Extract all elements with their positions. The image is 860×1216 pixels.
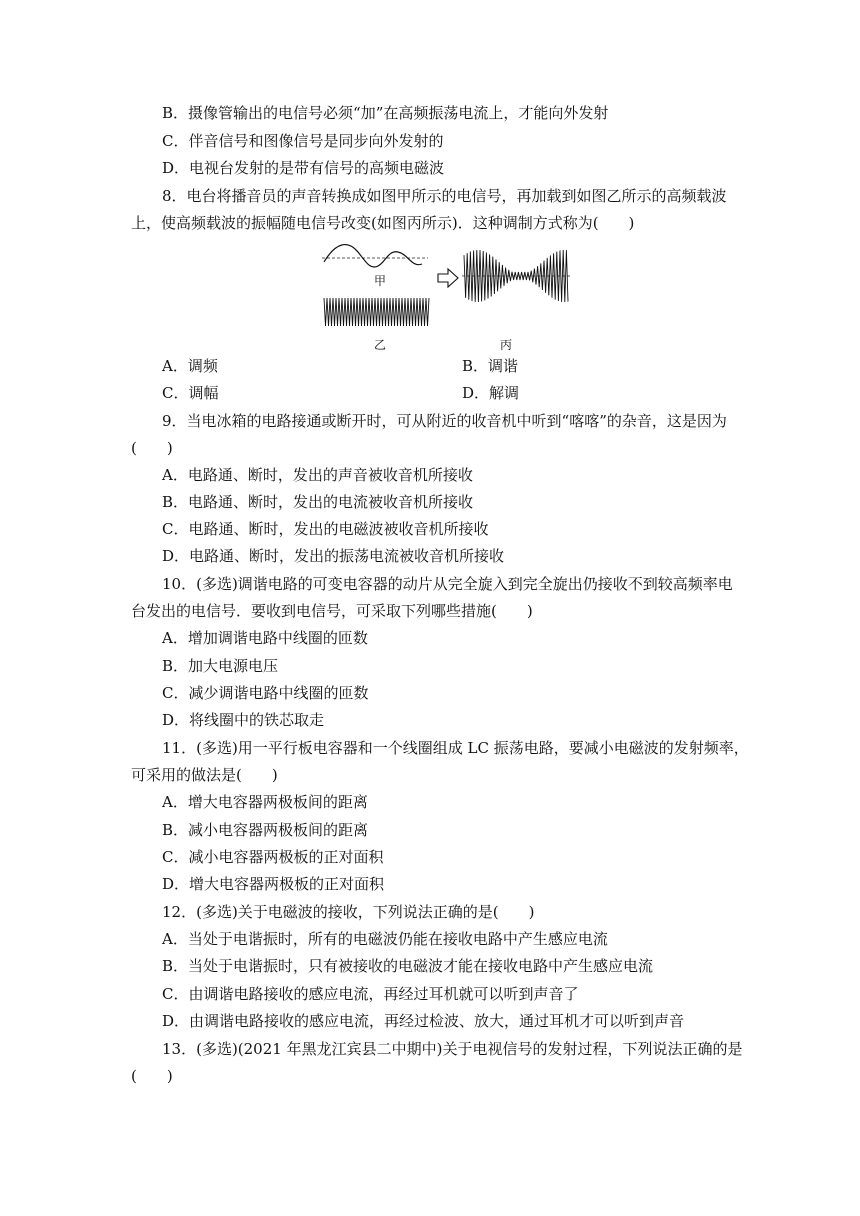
q9-option-b: B．电路通、断时，发出的电流被收音机所接收 — [162, 493, 474, 511]
am-modulated-wave — [462, 250, 570, 302]
q9-option-d: D．电路通、断时，发出的振荡电流被收音机所接收 — [162, 547, 505, 565]
q12-option-d: D．由调谐电路接收的感应电流，再经过检波、放大，通过耳机才可以听到声音 — [162, 1012, 685, 1030]
q7-option-d: D．电视台发射的是带有信号的高频电磁波 — [162, 159, 445, 177]
q10-stem-line2: 台发出的电信号．要收到电信号，可采取下列哪些措施( ) — [131, 602, 533, 620]
q11-option-c: C．减小电容器两极板的正对面积 — [162, 848, 384, 866]
q7-option-b: B．摄像管输出的电信号必须“加”在高频振荡电流上，才能向外发射 — [162, 104, 609, 122]
q9-option-a: A．电路通、断时，发出的声音被收音机所接收 — [162, 466, 473, 484]
q8-option-c: C．调幅 — [162, 384, 219, 402]
q13-stem-line2: ( ) — [131, 1067, 173, 1085]
q8-option-a: A．调频 — [162, 357, 218, 375]
figure-label-bing: 丙 — [500, 338, 513, 352]
modulation-figure-svg — [318, 236, 578, 352]
carrier-wave-path — [324, 298, 429, 326]
q8-option-b: B．调谐 — [462, 357, 519, 375]
q12-stem: 12．(多选)关于电磁波的接收，下列说法正确的是( ) — [162, 903, 535, 921]
q10-stem-line1: 10．(多选)调谐电路的可变电容器的动片从完全旋入到完全旋出仍接收不到较高频率电 — [162, 575, 733, 593]
hollow-right-arrow-icon — [438, 269, 458, 287]
figure-label-jia: 甲 — [374, 274, 387, 288]
q9-stem-line1: 9．当电冰箱的电路接通或断开时，可从附近的收音机中听到“喀喀”的杂音，这是因为 — [162, 412, 727, 430]
q9-option-c: C．电路通、断时，发出的电磁波被收音机所接收 — [162, 520, 489, 538]
q10-option-b: B．加大电源电压 — [162, 657, 279, 675]
q11-option-b: B．减小电容器两极板间的距离 — [162, 821, 369, 839]
q13-stem-line1: 13．(多选)(2021 年黑龙江宾县二中期中)关于电视信号的发射过程，下列说法正确的是 — [162, 1040, 743, 1058]
q11-stem-line2: 可采用的做法是( ) — [131, 766, 278, 784]
q10-option-c: C．减少调谐电路中线圈的匝数 — [162, 684, 369, 702]
q8-stem-line1: 8．电台将播音员的声音转换成如图甲所示的电信号，再加载到如图乙所示的高频载波 — [162, 187, 727, 205]
q10-option-d: D．将线圈中的铁芯取走 — [162, 711, 325, 729]
q11-option-d: D．增大电容器两极板的正对面积 — [162, 875, 385, 893]
q8-option-d: D．解调 — [462, 384, 520, 402]
q11-stem-line1: 11．(多选)用一平行板电容器和一个线圈组成 LC 振荡电路，要减小电磁波的发射频率， — [162, 739, 749, 757]
audio-signal-wave — [322, 245, 428, 267]
am-wave-path — [464, 250, 568, 302]
q12-option-c: C．由调谐电路接收的感应电流，再经过耳机就可以听到声音了 — [162, 985, 579, 1003]
q10-option-a: A．增加调谐电路中线圈的匝数 — [162, 629, 368, 647]
q8-stem-line2: 上，使高频载波的振幅随电信号改变(如图丙所示)．这种调制方式称为( ) — [131, 214, 635, 232]
q9-stem-line2: ( ) — [131, 439, 173, 457]
q7-option-c: C．伴音信号和图像信号是同步向外发射的 — [162, 132, 444, 150]
carrier-wave — [324, 298, 429, 326]
q12-option-b: B．当处于电谐振时，只有被接收的电磁波才能在接收电路中产生感应电流 — [162, 957, 654, 975]
figure-label-yi: 乙 — [374, 338, 387, 352]
q11-option-a: A．增大电容器两极板间的距离 — [162, 793, 368, 811]
modulation-figure — [318, 236, 578, 352]
q12-option-a: A．当处于电谐振时，所有的电磁波仍能在接收电路中产生感应电流 — [162, 930, 608, 948]
